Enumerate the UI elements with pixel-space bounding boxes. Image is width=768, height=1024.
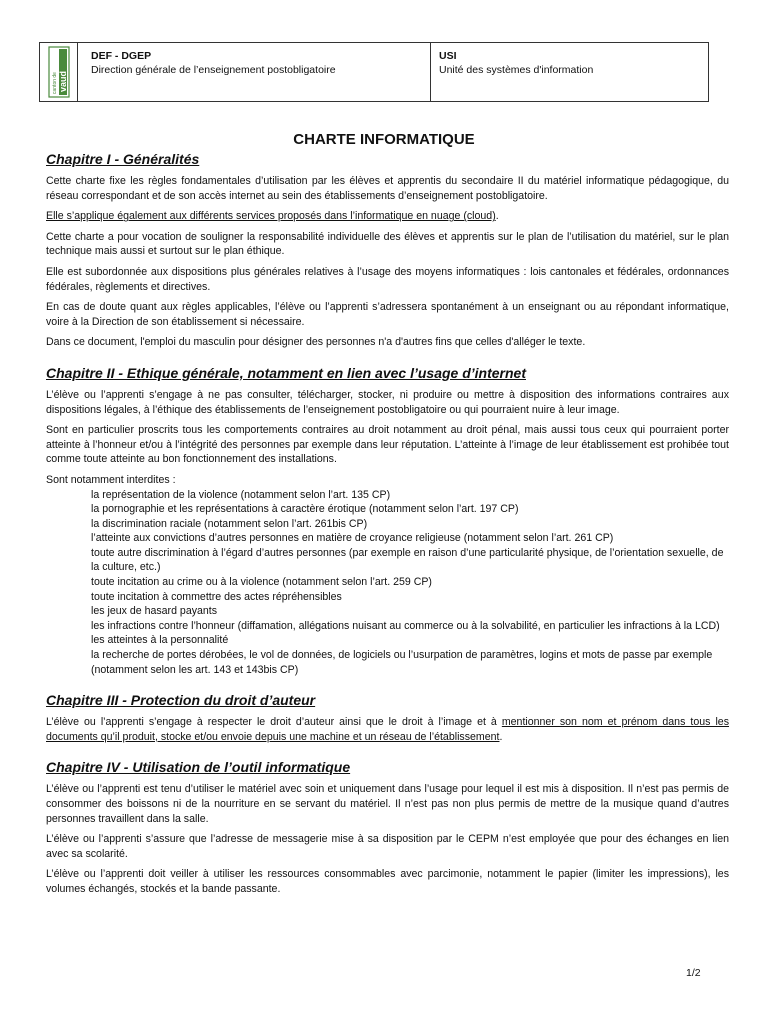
chapter-4: [46, 758, 729, 896]
punctuation: .: [495, 210, 499, 223]
list-item: les atteintes à la personnalité: [91, 634, 229, 647]
paragraph: [46, 209, 729, 224]
svg-text:canton de: canton de: [51, 72, 58, 94]
header-right-cell: [431, 43, 708, 101]
paragraph: [46, 715, 729, 744]
list-item: les infractions contre l’honneur (diffamation, allégations nuisant au commerce ou à la solvabilité, en particulier les infractions à la LCD): [91, 619, 720, 632]
paragraph: Sont en particulier proscrits tous les comportements contraires au droit notamment au droit pénal, mais aussi tous ceux qui pourraient porter atteinte à l’honneur et/ou à l’intégrité des personnes par exemple dans leur réputation. L’atteinte à l’image de leur établissement est prohibée tout comme toute atteinte au bon fonctionnement des installations.: [46, 424, 729, 466]
chapter-3: [46, 691, 729, 744]
list-item: les jeux de hasard payants: [91, 605, 218, 618]
list-item: la pornographie et les représentations à caractère érotique (notamment selon l’art. 197 CP): [91, 503, 519, 516]
paragraph: L’élève ou l’apprenti s’assure que l’adresse de messagerie mise à sa disposition par le CEPM n’est employée que pour des échanges en lien avec sa scolarité.: [46, 833, 729, 860]
chapter-2: [46, 364, 729, 677]
chapter-1: [46, 150, 729, 350]
chapter-1-heading: Chapitre I - Généralités: [46, 151, 200, 167]
paragraph: Cette charte fixe les règles fondamentales d’utilisation par les élèves et apprentis du secondaire II du matériel informatique pédagogique, du réseau correspondant et de son accès internet au sein des établissements d’enseignement postobligatoire.: [46, 175, 729, 202]
paragraph: Dans ce document, l'emploi du masculin pour désigner des personnes n'a d'autres fins que celles d'alléger le texte.: [46, 336, 586, 349]
list-item: toute incitation au crime ou à la violence (notamment selon l’art. 259 CP): [91, 576, 432, 589]
underlined-text: Elle s’applique également aux différents services proposés dans l’informatique en nuage (cloud): [46, 210, 496, 223]
list-item: toute autre discrimination à l’égard d’autres personnes (par exemple en raison d’une particularité physique, de l’orientation sexuelle, de la culture, etc.): [91, 546, 724, 574]
page-number: 1/2: [686, 967, 701, 979]
document-title: CHARTE INFORMATIQUE: [293, 131, 475, 148]
list-item: la recherche de portes dérobées, le vol de données, de logiciels ou l’usurpation de paramètres, logins et mots de passe par exemple (notamment selon les art. 143 et 143bis CP): [91, 649, 713, 676]
list-item: la représentation de la violence (notamment selon l’art. 135 CP): [91, 488, 391, 501]
list-item: toute incitation à commettre des actes répréhensibles: [91, 590, 342, 603]
paragraph: L’élève ou l’apprenti est tenu d’utiliser le matériel avec soin et uniquement dans l’usage pour lequel il est mis à disposition. Il n’est pas permis de consommer des boissons ni de la nourriture en se servant du matériel. Il n’est pas non plus permis de mettre de la musique quand d’autres personnes travaillent dans la salle.: [46, 783, 729, 825]
svg-text:vaud: vaud: [57, 70, 68, 92]
chapter-2-heading: Chapitre II - Ethique générale, notamment en lien avec l’usage d’internet: [46, 364, 526, 381]
unit-code: USI: [439, 50, 457, 62]
logo-cell: [40, 43, 78, 101]
list-item: la discrimination raciale (notamment selon l’art. 261bis CP): [91, 517, 368, 530]
chapter-4-heading: Chapitre IV - Utilisation de l’outil informatique: [46, 759, 351, 776]
paragraph: Elle est subordonnée aux dispositions plus générales relatives à l’usage des moyens informatiques : lois cantonales et fédérales, ordonnances fédérales, règlements et directives.: [46, 265, 729, 293]
paragraph: L’élève ou l’apprenti s’engage à ne pas consulter, télécharger, stocker, ni produire ou mettre à disposition des informations contraires aux dispositions légales, à l’éthique des établissements de l’enseignement postobligatoire ou qui pourraient nuire à leur image.: [46, 388, 729, 416]
prohibited-list: [46, 488, 729, 678]
canton-de-vaud-logo: [48, 46, 70, 98]
underlined-text: mentionner son nom et prénom dans tous les documents qu’il produit, stocke et/ou envoie depuis une machine et un réseau de l’établissement: [46, 716, 729, 743]
department-code: DEF - DGEP: [91, 50, 152, 62]
punctuation: .: [499, 730, 503, 743]
department-name: Direction générale de l’enseignement postobligatoire: [91, 64, 336, 76]
list-intro: Sont notamment interdites :: [46, 473, 176, 486]
text: L’élève ou l’apprenti s’engage à respecter le droit d’auteur ainsi que le droit à l’image et à: [46, 716, 502, 729]
paragraph: Cette charte a pour vocation de souligner la responsabilité individuelle des élèves et apprentis sur le plan de l’utilisation du matériel, sur le plan technique mais aussi et surtout sur le plan éthique.: [46, 230, 729, 258]
paragraph: L’élève ou l’apprenti doit veiller à utiliser les ressources consommables avec parcimonie, notamment le papier (limiter les impressions), les volumes échangés, stockés et la bande passante.: [46, 868, 729, 895]
unit-name: Unité des systèmes d'information: [439, 64, 594, 76]
chapter-3-heading: Chapitre III - Protection du droit d’auteur: [46, 692, 316, 709]
list-item: l’atteinte aux convictions d’autres personnes en matière de croyance religieuse (notamment selon l’art. 261 CP): [91, 532, 614, 545]
paragraph: En cas de doute quant aux règles applicables, l’élève ou l’apprenti s’adressera spontanément à un enseignant ou au répondant informatique, voire à la Direction de son établissement si nécessaire.: [46, 301, 729, 328]
header-left-cell: [78, 43, 431, 101]
document-header: [39, 42, 709, 102]
document-body: [46, 150, 729, 903]
